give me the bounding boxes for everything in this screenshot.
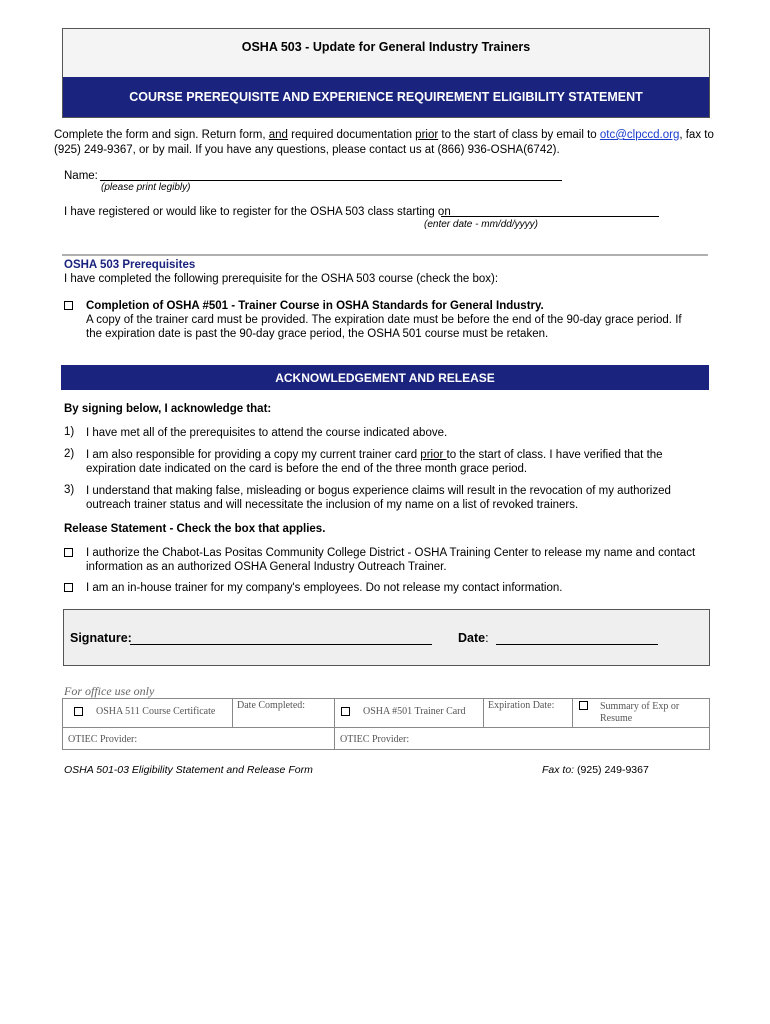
class-start-date-field[interactable]: [441, 216, 659, 217]
section-divider: [62, 254, 708, 256]
expiration-date-label: Expiration Date:: [488, 700, 555, 711]
signature-date-field[interactable]: [496, 644, 658, 645]
osha511-checkbox[interactable]: [74, 707, 83, 716]
footer-fax: Fax to: (925) 249-9367: [542, 764, 649, 776]
release-option: I am an in-house trainer for my company's employees. Do not release my contact information.: [86, 582, 563, 594]
signature-box: [63, 609, 710, 666]
office-table-divider: [334, 698, 335, 750]
prereq-item-text: A copy of the trainer card must be provided. The expiration date must be before the end of the 90-day grace period. If the expiration date is past the 90-day grace period, the OSHA 501 course must be retaken.: [86, 314, 682, 340]
office-table-divider: [572, 698, 573, 727]
release-authorize-checkbox[interactable]: [64, 548, 73, 557]
acknowledgement-banner: [61, 365, 709, 390]
name-label: Name:: [64, 170, 98, 182]
intro-paragraph: Complete the form and sign. Return form, and required documentation prior to the start of class by email to otc@clpccd.org, fax to (925) 249-9367, or by mail. If you have any questions, please contact us at (866) 936-OSHA(6742).: [54, 129, 714, 156]
date-format-hint: (enter date - mm/dd/yyyy): [424, 219, 538, 230]
eligibility-banner-text: COURSE PREREQUISITE AND EXPERIENCE REQUIREMENT ELIGIBILITY STATEMENT: [129, 90, 643, 104]
otiec-provider-label: OTIEC Provider:: [68, 734, 138, 745]
office-table-divider: [232, 698, 233, 727]
footer-form-name: OSHA 501-03 Eligibility Statement and Release Form: [64, 764, 313, 776]
release-option: I authorize the Chabot-Las Positas Community College District - OSHA Training Center to release my name and contact information as an authorized OSHA General Industry Outreach Trainer.: [86, 547, 696, 573]
ack-lead: By signing below, I acknowledge that:: [64, 403, 272, 415]
osha501-checkbox[interactable]: [341, 707, 350, 716]
prereq-item: [86, 299, 696, 341]
name-hint: (please print legibly): [101, 182, 191, 193]
prereq-title: OSHA 503 Prerequisites: [64, 259, 196, 271]
ack-item: I am also responsible for providing a copy my current trainer card prior to the start of class. I have verified that the expiration date indicated on the card is before the end of the three month grace period.: [86, 449, 663, 475]
release-title: Release Statement - Check the box that applies.: [64, 523, 326, 535]
signature-field[interactable]: [130, 644, 432, 645]
summary-label: Summary of Exp or Resume: [600, 701, 680, 724]
osha501-label: OSHA #501 Trainer Card: [363, 706, 466, 717]
osha511-label: OSHA 511 Course Certificate: [96, 706, 216, 717]
date-completed-label: Date Completed:: [237, 700, 306, 711]
office-table-divider: [483, 698, 484, 727]
signature-label: Signature:: [70, 631, 132, 645]
register-label: I have registered or would like to register for the OSHA 503 class starting on: [64, 206, 451, 218]
ack-item: I understand that making false, misleading or bogus experience claims will result in the revocation of my authorized outreach trainer status and will necessitate the inclusion of my name on a list of revoked trainers.: [86, 485, 671, 511]
ack-number: 2): [64, 448, 75, 460]
prereq-intro: I have completed the following prerequisite for the OSHA 503 course (check the box):: [64, 273, 499, 285]
ack-item: I have met all of the prerequisites to attend the course indicated above.: [86, 427, 448, 439]
otiec-provider-label: OTIEC Provider:: [340, 734, 410, 745]
ack-number: 3): [64, 484, 75, 496]
name-field[interactable]: [100, 180, 562, 181]
office-table-divider: [62, 727, 710, 728]
email-link[interactable]: otc@clpccd.org: [599, 129, 680, 141]
acknowledgement-banner-text: ACKNOWLEDGEMENT AND RELEASE: [275, 370, 495, 385]
date-label: Date:: [458, 631, 489, 645]
release-inhouse-checkbox[interactable]: [64, 583, 73, 592]
prereq-item-title: Completion of OSHA #501 - Trainer Course in OSHA Standards for General Industry.: [86, 300, 544, 312]
ack-number: 1): [64, 426, 75, 438]
summary-checkbox[interactable]: [579, 701, 588, 710]
eligibility-banner: [63, 77, 709, 117]
prereq-checkbox[interactable]: [64, 301, 73, 310]
office-use-title: For office use only: [64, 684, 155, 698]
form-title: OSHA 503 - Update for General Industry Trainers: [241, 40, 531, 54]
